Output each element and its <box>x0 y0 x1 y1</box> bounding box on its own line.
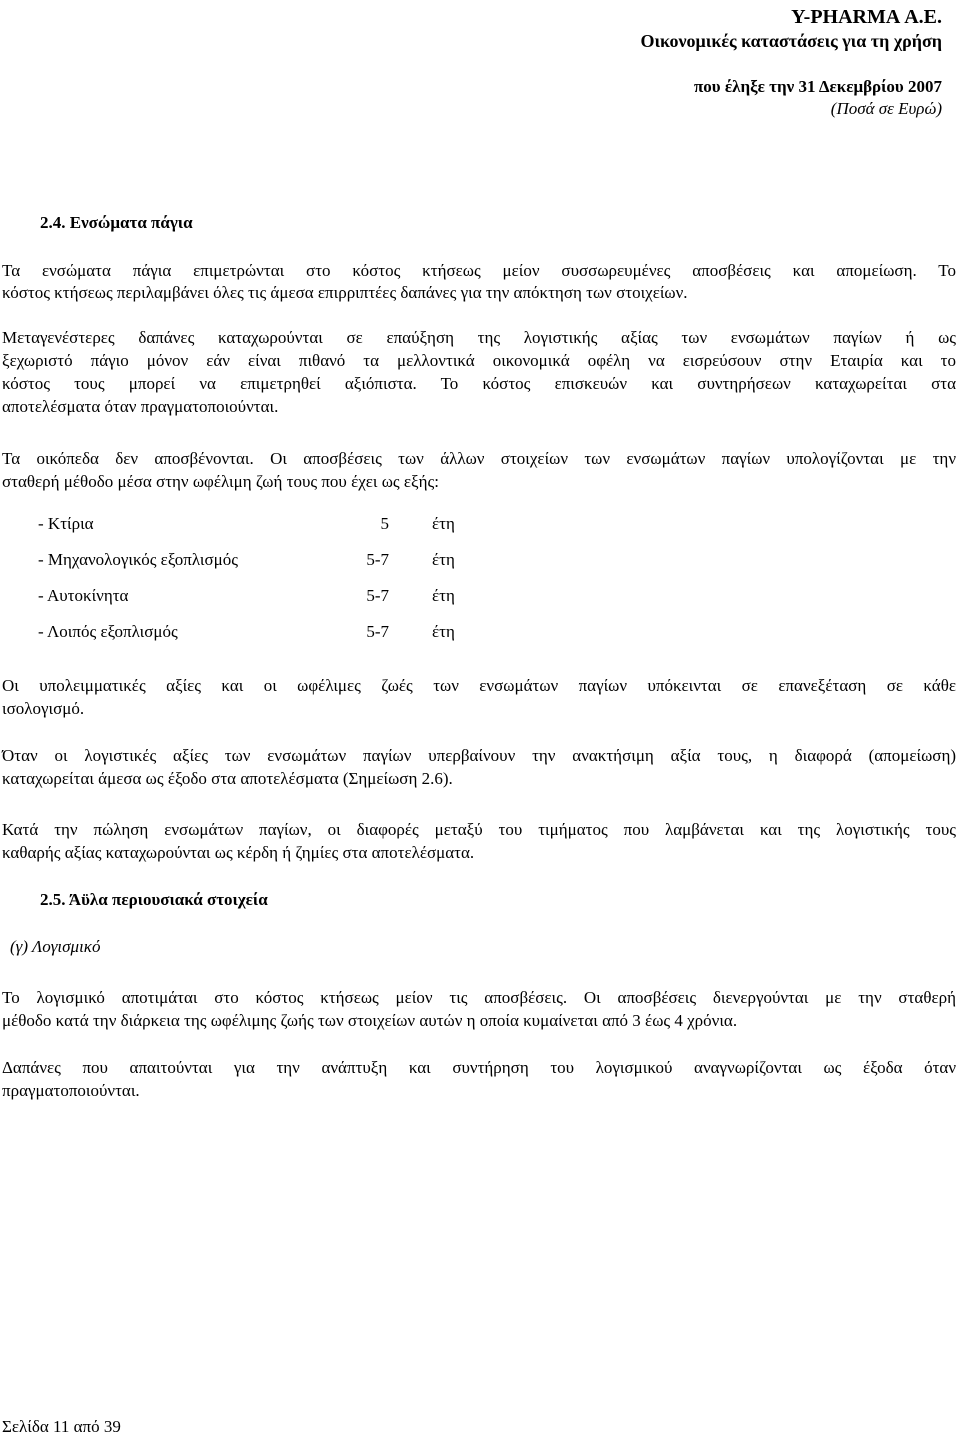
paragraph-line: καθαρής αξίας καταχωρούνται ως κέρδη ή ζημίες στα αποτελέσματα. <box>2 843 475 862</box>
paragraph-line: Μεταγενέστερες δαπάνες καταχωρούνται σε επαύξηση της λογιστικής αξίας των ενσωμάτων παγίων ή ως <box>2 328 956 347</box>
useful-life-unit: έτη <box>432 586 455 605</box>
company-name: Y-PHARMA Α.Ε. <box>791 6 942 28</box>
paragraph-line: Δαπάνες που απαιτούνται για την ανάπτυξη και συντήρηση του λογισμικού αναγνωρίζονται ως έξοδα όταν <box>2 1058 956 1077</box>
useful-life-unit: έτη <box>432 550 455 569</box>
paragraph-line: Κατά την πώληση ενσωμάτων παγίων, οι διαφορές μεταξύ του τιμήματος που λαμβάνεται και της λογιστικής τους <box>2 820 956 839</box>
paragraph-line: Οι υπολειμματικές αξίες και οι ωφέλιμες ζωές των ενσωμάτων παγίων υπόκεινται σε επανεξέταση σε κάθε <box>2 676 956 695</box>
asset-category: - Λοιπός εξοπλισμός <box>38 622 178 641</box>
paragraph-line: Τα ενσώματα πάγια επιμετρώνται στο κόστος κτήσεως μείον συσσωρευμένες αποσβέσεις και απομείωση. Το <box>2 261 956 280</box>
paragraph-line: ξεχωριστό πάγιο μόνον εάν είναι πιθανό τα μελλοντικά οικονομικά οφέλη να εισρεύσουν στην Εταιρία και το <box>2 351 956 370</box>
subheading-software: (γ) Λογισμικό <box>10 937 101 956</box>
paragraph-line: πραγματοποιούνται. <box>2 1081 140 1100</box>
paragraph-line: αποτελέσματα όταν πραγματοποιούνται. <box>2 397 279 416</box>
section-heading-2-4: 2.4. Ενσώματα πάγια <box>40 213 193 232</box>
paragraph-line: Όταν οι λογιστικές αξίες των ενσωμάτων παγίων υπερβαίνουν την ανακτήσιμη αξία τους, η διαφορά (απομείωση) <box>2 746 956 765</box>
period-line: που έληξε την 31 Δεκεμβρίου 2007 <box>693 77 942 96</box>
paragraph-line: κόστος τους μπορεί να επιμετρηθεί αξιόπιστα. Το κόστος επισκευών και συντηρήσεων καταχωρείται στα <box>2 374 956 393</box>
useful-life-unit: έτη <box>432 514 455 533</box>
useful-life-years: 5 <box>380 514 389 533</box>
paragraph-line: κόστος κτήσεως περιλαμβάνει όλες τις άμεσα επιρριπτέες δαπάνες για την απόκτηση των στοιχείων. <box>2 283 688 302</box>
useful-life-years: 5-7 <box>366 622 389 641</box>
paragraph-line: ισολογισμό. <box>2 699 85 718</box>
paragraph-line: σταθερή μέθοδο μέσα στην ωφέλιμη ζωή τους που έχει ως εξής: <box>2 472 439 491</box>
section-heading-2-5: 2.5. Άϋλα περιουσιακά στοιχεία <box>40 890 268 909</box>
paragraph-line: μέθοδο κατά την διάρκεια της ωφέλιμης ζωής των στοιχείων αυτών η οποία κυμαίνεται από 3 έως 4 χρόνια. <box>2 1011 738 1030</box>
useful-life-years: 5-7 <box>366 550 389 569</box>
paragraph-line: καταχωρείται άμεσα ως έξοδο στα αποτελέσματα (Σημείωση 2.6). <box>2 769 453 788</box>
currency-note: (Ποσά σε Ευρώ) <box>830 99 942 118</box>
paragraph-line: Τα οικόπεδα δεν αποσβένονται. Οι αποσβέσεις των άλλων στοιχείων των ενσωμάτων παγίων υπολογίζονται με την <box>2 449 956 468</box>
paragraph-line: Το λογισμικό αποτιμάται στο κόστος κτήσεως μείον τις αποσβέσεις. Οι αποσβέσεις διενεργούνται με την σταθερή <box>2 988 956 1007</box>
useful-life-unit: έτη <box>432 622 455 641</box>
statements-title: Οικονομικές καταστάσεις για τη χρήση <box>640 31 942 51</box>
asset-category: - Αυτοκίνητα <box>38 586 129 605</box>
useful-life-years: 5-7 <box>366 586 389 605</box>
asset-category: - Μηχανολογικός εξοπλισμός <box>38 550 238 569</box>
page-number: Σελίδα 11 από 39 <box>2 1417 121 1436</box>
asset-category: - Κτίρια <box>38 514 94 533</box>
